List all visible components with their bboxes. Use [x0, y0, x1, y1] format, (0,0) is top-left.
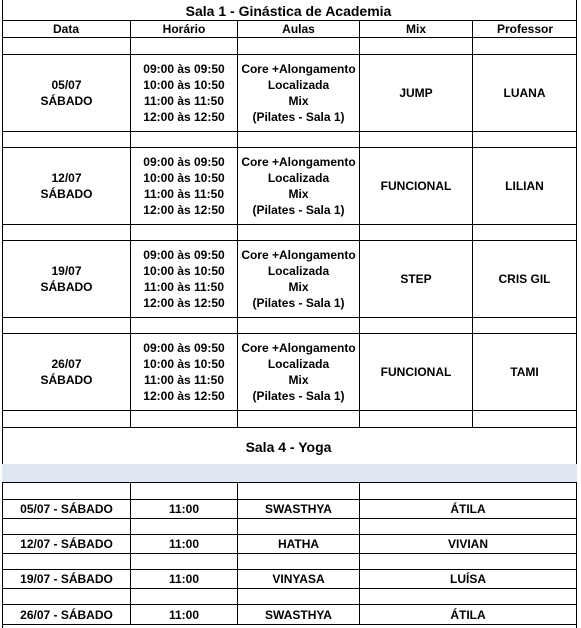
block1-times	[131, 55, 237, 131]
header-data: Data	[52, 22, 79, 36]
block1-aulas	[238, 55, 359, 131]
aula-item: Core +Alongamento	[241, 341, 356, 355]
sala4-title: Sala 4 - Yoga	[245, 439, 332, 455]
block2-mix: FUNCIONAL	[380, 179, 452, 193]
block3-times	[131, 241, 237, 317]
block2-date-cell	[3, 148, 130, 224]
aula-item: Localizada	[267, 264, 330, 278]
time-slot: 12:00 às 12:50	[143, 110, 225, 124]
yoga-row1-date: 05/07 - SÁBADO	[20, 502, 113, 516]
block1-date: 05/07	[51, 78, 82, 92]
block4-aulas	[238, 334, 359, 410]
yoga-row2-time: 11:00	[168, 537, 200, 551]
block1-day: SÁBADO	[40, 94, 93, 108]
time-slot: 12:00 às 12:50	[143, 296, 225, 310]
time-slot: 11:00 às 11:50	[143, 187, 225, 201]
time-slot: 09:00 às 09:50	[143, 341, 225, 355]
block3-day: SÁBADO	[40, 280, 93, 294]
block3-date-cell	[3, 241, 130, 317]
aula-item: Mix	[288, 280, 309, 294]
time-slot: 10:00 às 10:50	[143, 264, 225, 278]
yoga-row2-date: 12/07 - SÁBADO	[20, 537, 113, 551]
time-slot: 09:00 às 09:50	[143, 62, 225, 76]
header-horario: Horário	[162, 22, 206, 36]
block2-times	[131, 148, 237, 224]
block1-mix: JUMP	[399, 86, 433, 100]
aula-item: (Pilates - Sala 1)	[252, 296, 345, 310]
aula-item: Mix	[288, 94, 309, 108]
block4-date-cell	[3, 334, 130, 410]
yoga-row4-time: 11:00	[168, 607, 200, 622]
yoga-row3-date: 19/07 - SÁBADO	[20, 572, 113, 586]
yoga-row3-class: VINYASA	[272, 572, 325, 586]
aula-item: (Pilates - Sala 1)	[252, 203, 345, 217]
block3-aulas	[238, 241, 359, 317]
time-slot: 11:00 às 11:50	[143, 280, 225, 294]
time-slot: 11:00 às 11:50	[143, 94, 225, 108]
header-aulas: Aulas	[282, 22, 315, 36]
yoga-row4-class: SWASTHYA	[265, 607, 332, 622]
block3-professor: CRIS GIL	[498, 272, 551, 286]
block4-times	[131, 334, 237, 410]
block4-professor: TAMI	[510, 365, 539, 379]
block3-mix: STEP	[400, 272, 432, 286]
aula-item: Mix	[288, 187, 309, 201]
time-slot: 10:00 às 10:50	[143, 357, 225, 371]
yoga-row1-teacher: ÁTILA	[450, 502, 486, 516]
time-slot: 09:00 às 09:50	[143, 155, 225, 169]
aula-item: Core +Alongamento	[241, 62, 356, 76]
aula-item: Localizada	[267, 78, 330, 92]
yoga-row4-teacher: ÁTILA	[450, 607, 486, 622]
block2-day: SÁBADO	[40, 187, 93, 201]
yoga-row1-class: SWASTHYA	[265, 502, 332, 516]
yoga-row4-date: 26/07 - SÁBADO	[20, 607, 113, 622]
header-professor: Professor	[496, 22, 554, 36]
time-slot: 09:00 às 09:50	[143, 248, 225, 262]
block1-professor: LUANA	[503, 86, 546, 100]
yoga-row3-teacher: LUÍSA	[450, 572, 486, 586]
sala4-header-band	[2, 464, 577, 482]
aula-item: (Pilates - Sala 1)	[252, 389, 345, 403]
block4-date: 26/07	[51, 357, 82, 371]
aula-item: Localizada	[267, 171, 330, 185]
yoga-row3-time: 11:00	[168, 572, 200, 586]
block2-professor: LILIAN	[505, 179, 544, 193]
yoga-row2-class: HATHA	[277, 537, 320, 551]
yoga-row2-teacher: VIVIAN	[447, 537, 488, 551]
aula-item: (Pilates - Sala 1)	[252, 110, 345, 124]
block2-aulas	[238, 148, 359, 224]
header-mix: Mix	[405, 22, 426, 36]
aula-item: Core +Alongamento	[241, 155, 356, 169]
time-slot: 10:00 às 10:50	[143, 78, 225, 92]
sala1-title: Sala 1 - Ginástica de Academia	[185, 3, 392, 19]
block2-date: 12/07	[51, 171, 82, 185]
aula-item: Mix	[288, 373, 309, 387]
time-slot: 12:00 às 12:50	[143, 389, 225, 403]
block1-date-cell	[3, 55, 130, 131]
aula-item: Core +Alongamento	[241, 248, 356, 262]
time-slot: 11:00 às 11:50	[143, 373, 225, 387]
block4-day: SÁBADO	[40, 373, 93, 387]
time-slot: 12:00 às 12:50	[143, 203, 225, 217]
block3-date: 19/07	[51, 264, 82, 278]
block4-mix: FUNCIONAL	[380, 365, 452, 379]
time-slot: 10:00 às 10:50	[143, 171, 225, 185]
yoga-row1-time: 11:00	[168, 502, 200, 516]
aula-item: Localizada	[267, 357, 330, 371]
